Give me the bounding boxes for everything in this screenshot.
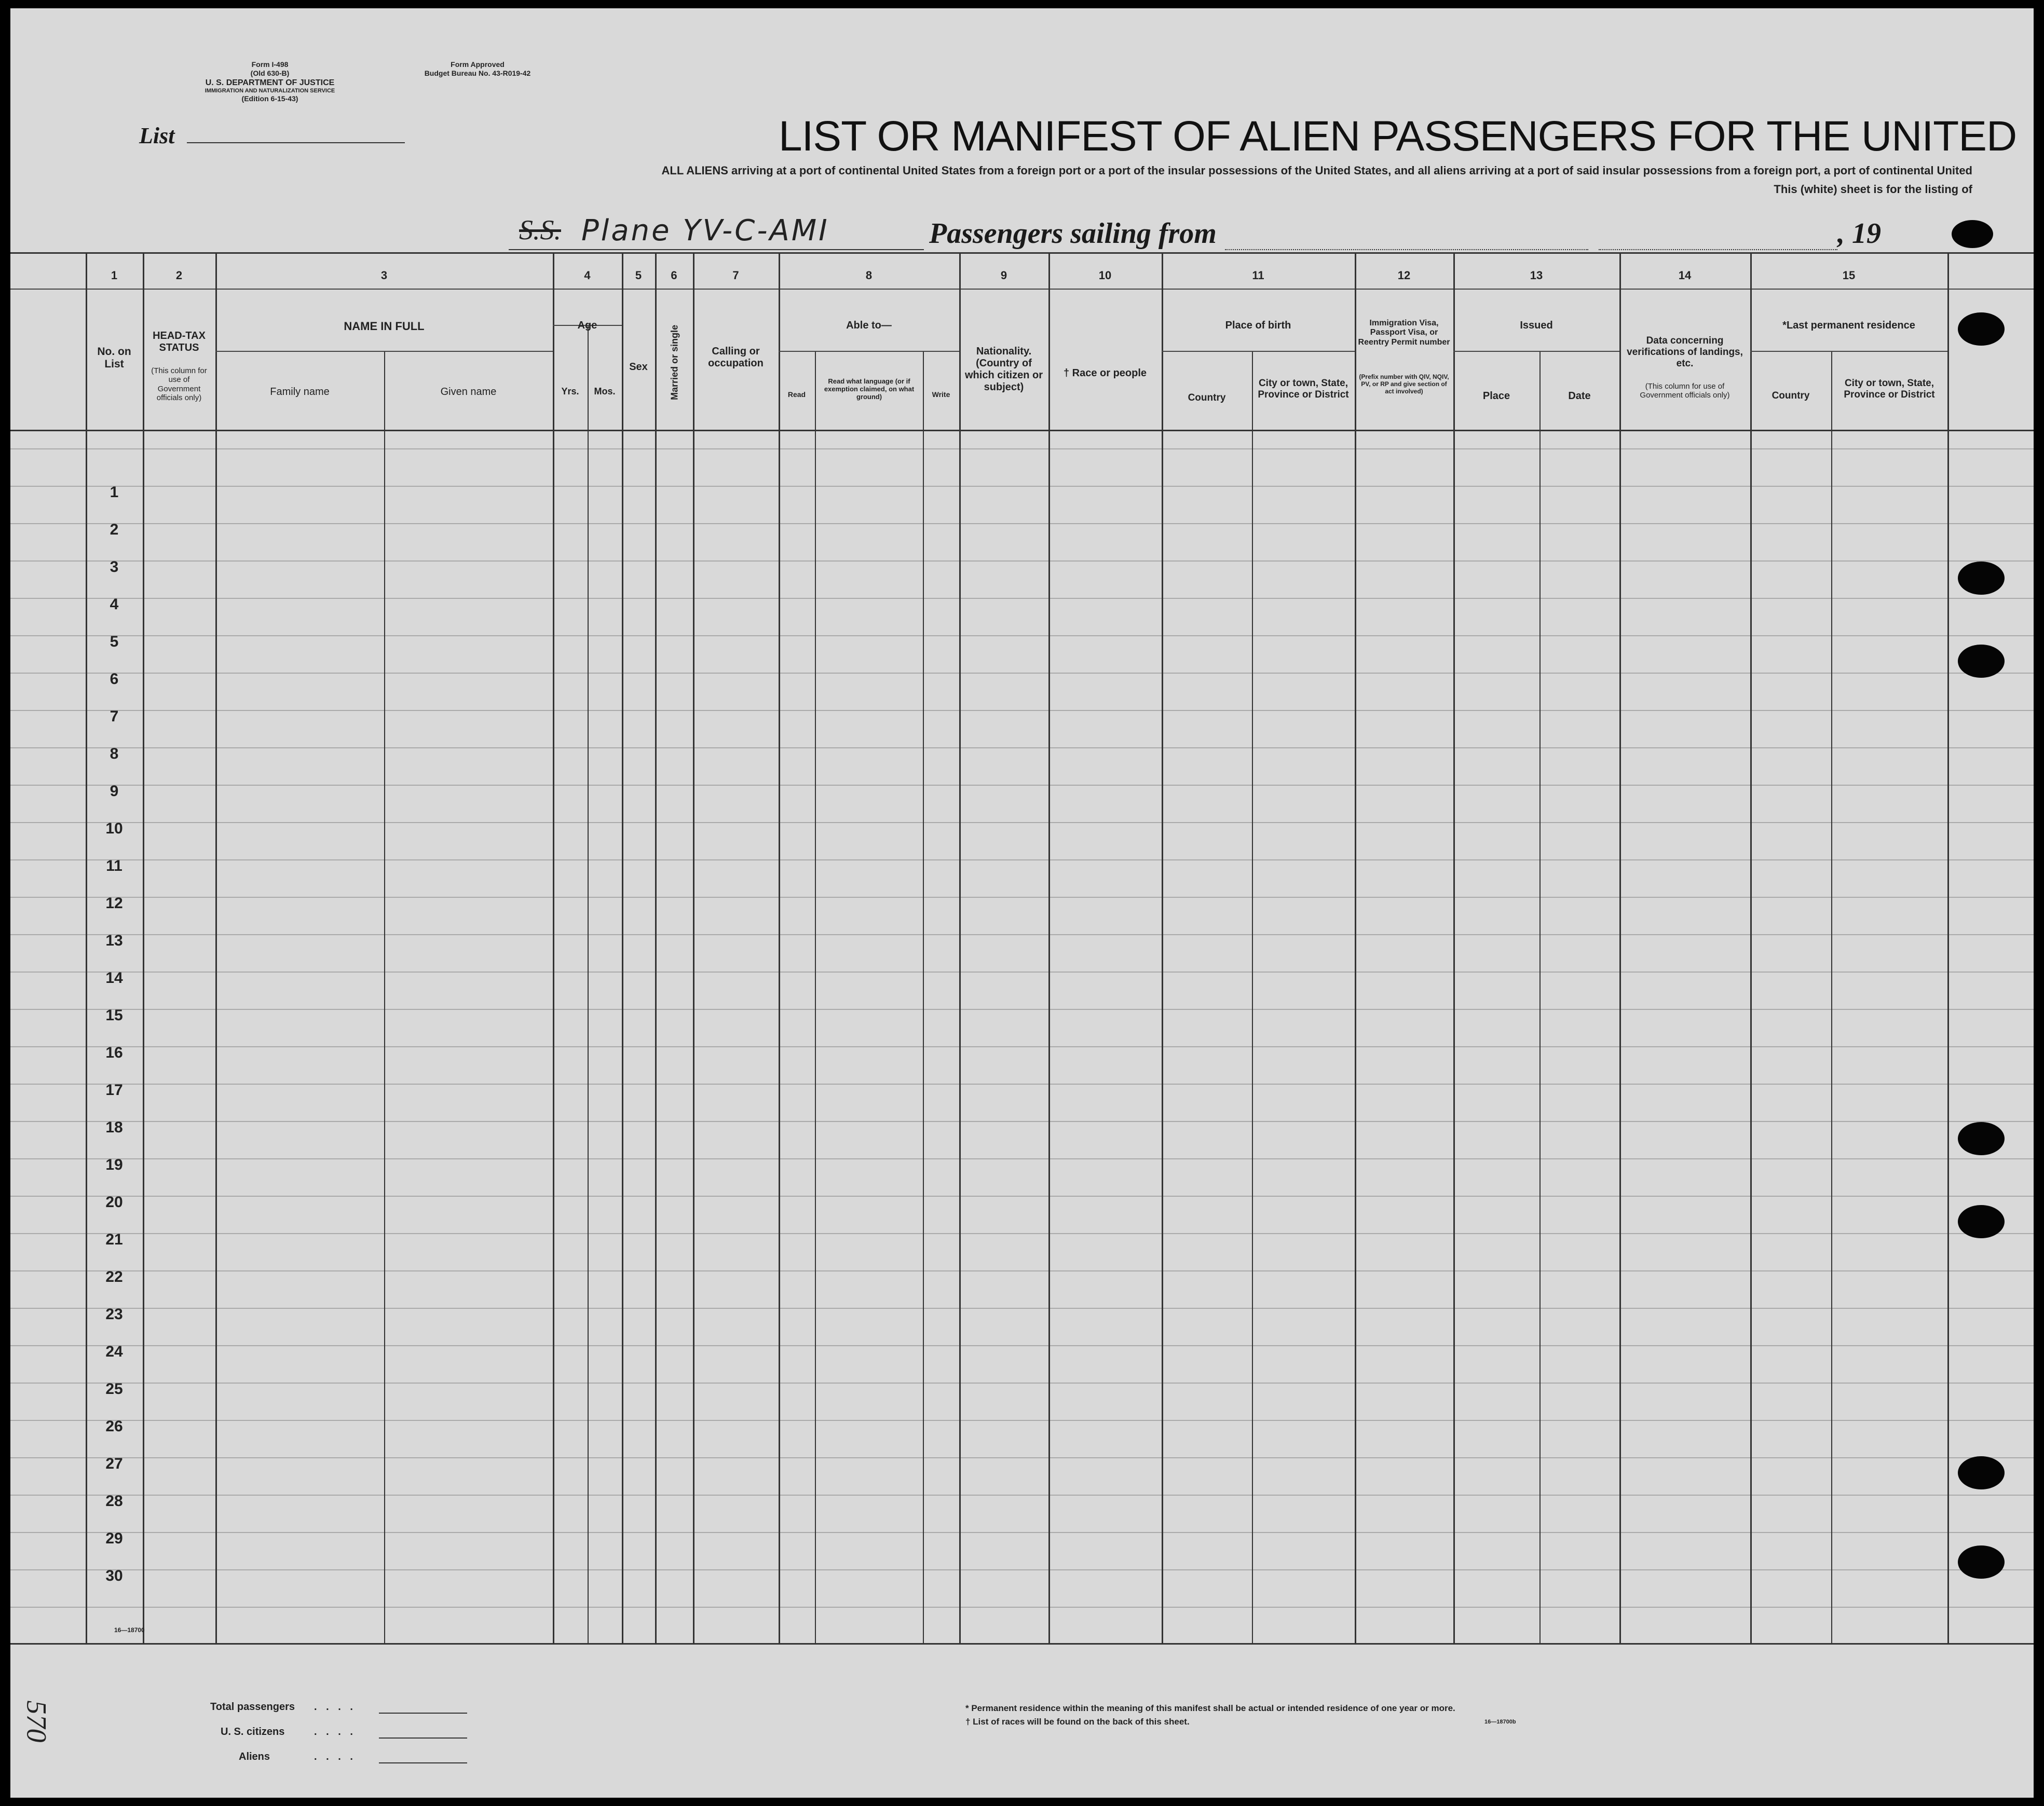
row-number: 2 bbox=[110, 521, 119, 538]
total-passengers-label: Total passengers bbox=[210, 1701, 295, 1713]
print-code: 16—18700 bbox=[114, 1626, 145, 1634]
header-residence-city: City or town, State, Province or District bbox=[1844, 378, 1935, 400]
print-code-2: 16—18700b bbox=[1484, 1719, 1516, 1725]
col-num-13: 13 bbox=[1530, 269, 1543, 282]
row-number: 19 bbox=[105, 1156, 123, 1173]
approval-block bbox=[369, 60, 587, 78]
col-num-4: 4 bbox=[584, 269, 591, 282]
manifest-sheet: Form I-498 (Old 630-B) U. S. DEPARTMENT OF JUSTICE IMMIGRATION AND NATURALIZATION SERVICE (Edition 6-15-43) Form Approved Budget Bureau No. 43-R019-42 List LIST OR MANIFEST OF ALIEN PASSENGERS FOR THE UNITED ALL ALIENS arriving at a port of continental United States from a foreign port or a port of the insular possessions of the United States, and all aliens arriving at a port of said insular possessions from a foreign port, a port of continental United This (white) sheet is for the listing of S.S. Plane YV-C-AMI Passengers sailing from , 19 1 2 3 4 5 6 7 8 9 10 11 12 13 14 15 No. on List HEAD-TAX STATUS (This column for use of Government officials only) NAME IN FULL Family name Given name Age Yrs. Mos. Sex Married or single Calling or occupation Able to— Read Read what language (or if exemption claimed, on what ground) Write Nationality. (Country of which citizen or subject) † Race or people Place of birth Country City or town, State, Province or District Immigration Visa, Passport Visa, or Reentry Permit number (Prefix number with QIV, NQIV, PV, or RP and give section of act involved) Issued Place Date Data concerning verifications of landings, etc. (This column for use of Government officials only) *Last permanent residence Country City or town, State, Province or District 1 2 3 4 5 6 7 8 9 10 11 12 13 14 15 16 17 18 19 20 21 22 23 24 25 26 27 28 29 30 16—18700 Total passengers . . . . U. S. citizens . . . . Aliens . . . . * Permanent residence within the meaning of this manifest shall be actual or intended residence of one year or more. † List of races will be found on the back of this sheet. 16—18700b 570 bbox=[10, 8, 2034, 1798]
form-number: Form I-498 bbox=[251, 60, 289, 69]
footnote-permanent-residence: * Permanent residence within the meaning of this manifest shall be actual or intended residence of one year or more. bbox=[965, 1703, 1455, 1713]
header-birth-country: Country bbox=[1188, 392, 1226, 403]
row-number: 3 bbox=[110, 558, 119, 576]
page-subtitle: ALL ALIENS arriving at a port of continental United States from a foreign port or a port of the insular possessions of the United States, and all aliens arriving at a port of said insular possessions from a foreign port, a port of continental United bbox=[661, 164, 1972, 177]
header-head-tax: HEAD-TAX STATUS bbox=[153, 330, 206, 353]
row-number: 9 bbox=[110, 783, 119, 800]
header-no-on-list: No. on List bbox=[97, 346, 131, 371]
table-bottom-border bbox=[10, 1643, 2034, 1645]
row-number: 25 bbox=[105, 1380, 123, 1398]
vessel-field[interactable] bbox=[509, 249, 924, 250]
header-last-residence: *Last permanent residence bbox=[1782, 320, 1915, 331]
header-able-to: Able to— bbox=[846, 320, 892, 331]
form-approved: Form Approved bbox=[451, 60, 505, 69]
list-label: List bbox=[139, 123, 175, 148]
header-place-of-birth: Place of birth bbox=[1225, 320, 1291, 331]
row-number: 4 bbox=[110, 596, 119, 613]
header-race: † Race or people bbox=[1063, 367, 1147, 379]
sailing-label: Passengers sailing from bbox=[929, 217, 1217, 250]
row-number: 8 bbox=[110, 745, 119, 762]
header-number-row-border bbox=[10, 289, 2034, 290]
col-num-6: 6 bbox=[671, 269, 677, 282]
col-num-10: 10 bbox=[1098, 269, 1112, 282]
row-number: 26 bbox=[105, 1418, 123, 1435]
punch-hole bbox=[1958, 312, 2005, 346]
list-field[interactable] bbox=[187, 142, 405, 143]
header-age: Age bbox=[577, 320, 597, 331]
vessel-name-handwritten: Plane YV-C-AMI bbox=[581, 214, 829, 248]
punch-hole bbox=[1958, 1456, 2005, 1489]
header-write: Write bbox=[932, 390, 950, 399]
row-number: 5 bbox=[110, 633, 119, 650]
page-subtitle-2: This (white) sheet is for the listing of bbox=[1774, 183, 1972, 196]
page-title: LIST OR MANIFEST OF ALIEN PASSENGERS FOR THE UNITED bbox=[779, 113, 2017, 160]
vessel-type-struck: S.S. bbox=[519, 214, 561, 245]
row-number: 28 bbox=[105, 1493, 123, 1510]
row-number: 18 bbox=[105, 1119, 123, 1136]
header-mos: Mos. bbox=[594, 386, 616, 396]
col-num-12: 12 bbox=[1397, 269, 1411, 282]
col-num-7: 7 bbox=[732, 269, 739, 282]
row-number: 1 bbox=[110, 484, 119, 501]
sailing-port-field[interactable] bbox=[1225, 249, 1588, 250]
header-residence-country: Country bbox=[1772, 390, 1810, 401]
row-number: 24 bbox=[105, 1343, 123, 1360]
col-num-15: 15 bbox=[1842, 269, 1856, 282]
total-passengers-field[interactable] bbox=[379, 1713, 467, 1714]
department-name: U. S. DEPARTMENT OF JUSTICE bbox=[205, 78, 335, 87]
row-number: 11 bbox=[106, 857, 122, 874]
col-num-3: 3 bbox=[380, 269, 388, 282]
header-issued-date: Date bbox=[1568, 390, 1591, 402]
row-number: 29 bbox=[105, 1530, 123, 1547]
row-number: 6 bbox=[110, 671, 119, 688]
row-number: 7 bbox=[110, 708, 119, 725]
header-yrs: Yrs. bbox=[561, 386, 579, 396]
budget-bureau: Budget Bureau No. 43-R019-42 bbox=[424, 69, 531, 77]
margin-handwritten-number: 570 bbox=[21, 1700, 52, 1743]
header-read-language: Read what language (or if exemption claimed, on what ground) bbox=[824, 377, 915, 401]
header-data-concerning: Data concerning verifications of landings, etc. bbox=[1627, 335, 1743, 369]
header-sex: Sex bbox=[629, 361, 648, 373]
us-citizens-field[interactable] bbox=[379, 1737, 467, 1739]
row-number: 23 bbox=[105, 1306, 123, 1323]
footnote-races: † List of races will be found on the back of this sheet. bbox=[965, 1717, 1190, 1727]
header-issued-place: Place bbox=[1482, 390, 1510, 402]
row-number: 13 bbox=[105, 932, 123, 949]
header-given-name: Given name bbox=[440, 386, 497, 398]
col-num-2: 2 bbox=[175, 269, 183, 282]
header-read: Read bbox=[787, 390, 806, 399]
aliens-label: Aliens bbox=[239, 1751, 270, 1762]
row-number: 12 bbox=[105, 895, 123, 912]
punch-hole bbox=[1958, 645, 2005, 678]
header-head-tax-note: (This column for use of Government officials only) bbox=[151, 366, 207, 402]
col-num-11: 11 bbox=[1252, 269, 1264, 282]
header-married: Married or single bbox=[669, 324, 680, 400]
punch-hole bbox=[1958, 562, 2005, 595]
col-num-9: 9 bbox=[1000, 269, 1007, 282]
header-visa-note: (Prefix number with QIV, NQIV, PV, or RP and give section of act involved) bbox=[1359, 373, 1449, 395]
row-number: 17 bbox=[105, 1082, 123, 1099]
row-number: 22 bbox=[105, 1268, 123, 1285]
old-form-number: (Old 630-B) bbox=[250, 69, 290, 77]
punch-hole bbox=[1952, 220, 1993, 248]
header-family-name: Family name bbox=[270, 386, 330, 398]
header-nationality: Nationality. (Country of which citizen or subject) bbox=[964, 346, 1043, 393]
col-num-8: 8 bbox=[865, 269, 873, 282]
table-top-border bbox=[10, 252, 2034, 254]
header-issued: Issued bbox=[1520, 320, 1553, 331]
header-calling: Calling or occupation bbox=[708, 346, 764, 369]
ruled-rows bbox=[10, 430, 2034, 1643]
header-name-in-full: NAME IN FULL bbox=[344, 320, 425, 333]
edition-date: (Edition 6-15-43) bbox=[241, 94, 298, 103]
header-birth-city: City or town, State, Province or District bbox=[1258, 378, 1349, 400]
row-number: 27 bbox=[105, 1455, 123, 1472]
row-number: 30 bbox=[105, 1567, 123, 1584]
header-visa: Immigration Visa, Passport Visa, or Reentry Permit number bbox=[1358, 319, 1450, 347]
punch-hole bbox=[1958, 1545, 2005, 1579]
col-num-5: 5 bbox=[635, 269, 642, 282]
aliens-field[interactable] bbox=[379, 1762, 467, 1763]
us-citizens-label: U. S. citizens bbox=[221, 1726, 285, 1737]
row-number: 16 bbox=[105, 1044, 123, 1061]
form-info-block bbox=[156, 60, 384, 103]
year-label: , 19 bbox=[1837, 217, 1881, 250]
punch-hole bbox=[1958, 1122, 2005, 1155]
punch-hole bbox=[1958, 1205, 2005, 1238]
row-number: 21 bbox=[105, 1231, 123, 1248]
col-num-14: 14 bbox=[1678, 269, 1692, 282]
col-num-1: 1 bbox=[111, 269, 118, 282]
sailing-date-field[interactable] bbox=[1599, 249, 1837, 250]
service-name: IMMIGRATION AND NATURALIZATION SERVICE bbox=[205, 87, 335, 94]
row-number: 10 bbox=[105, 820, 123, 837]
row-number: 15 bbox=[105, 1007, 123, 1024]
row-number: 14 bbox=[105, 969, 123, 987]
row-number: 20 bbox=[105, 1194, 123, 1211]
header-data-note: (This column for use of Government officials only) bbox=[1640, 382, 1730, 400]
